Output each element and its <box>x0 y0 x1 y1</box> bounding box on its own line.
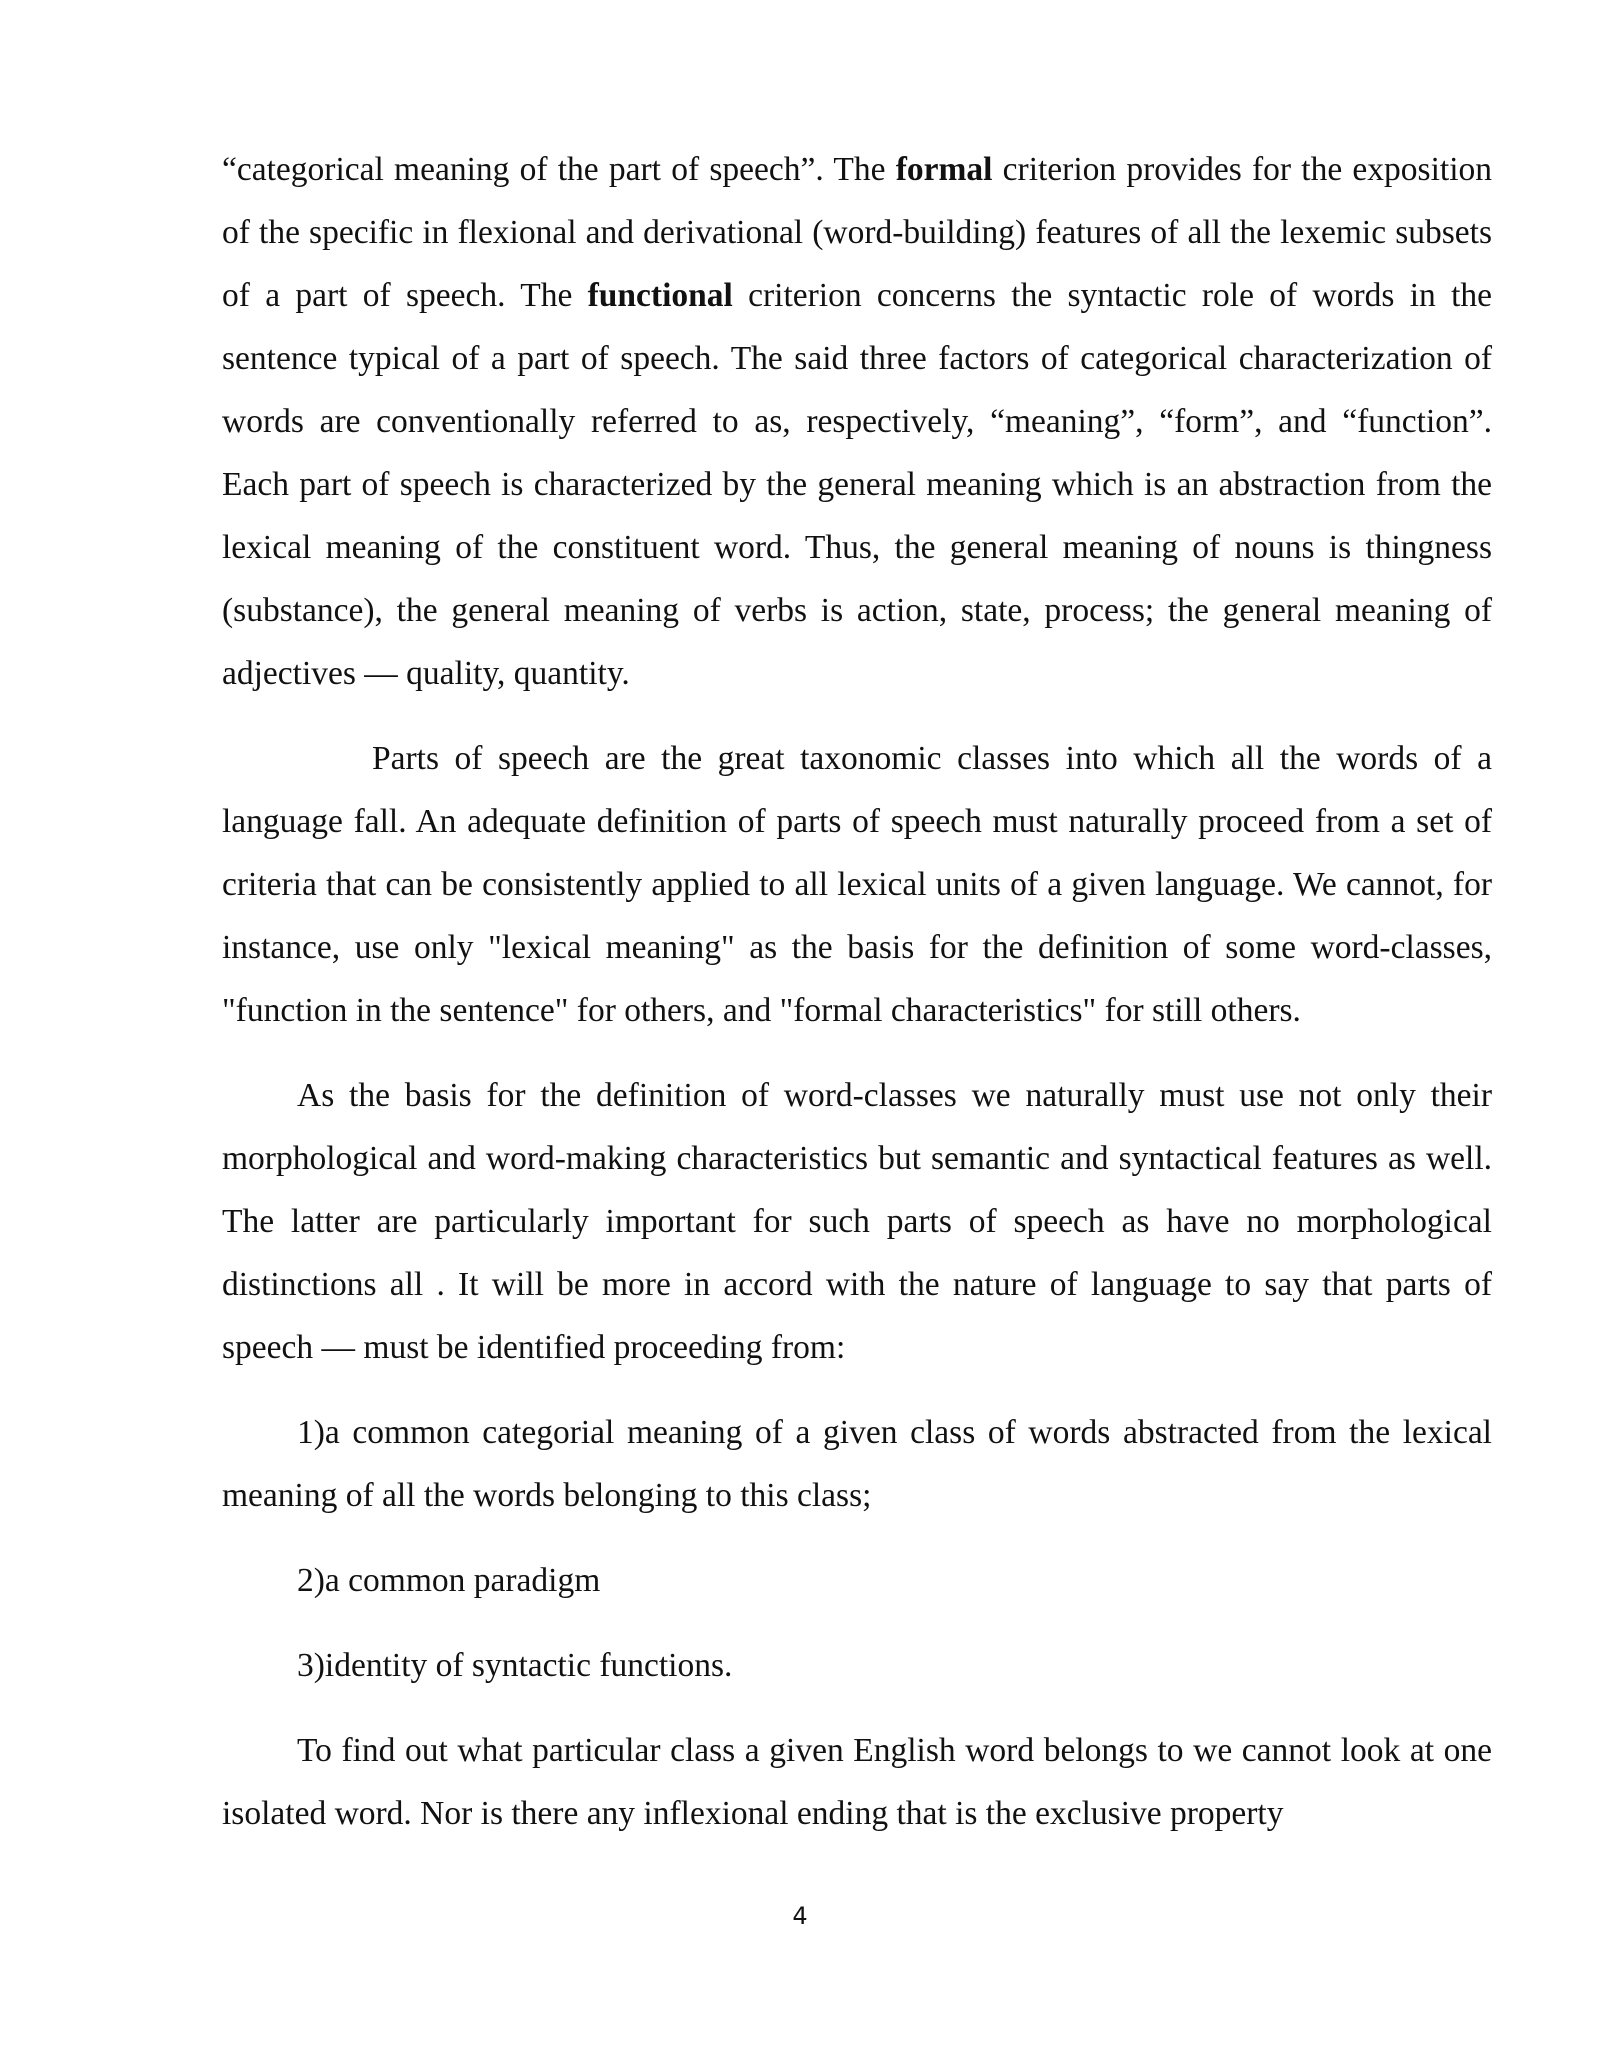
paragraph-4 <box>222 1719 1492 1845</box>
body-text <box>222 138 1492 1845</box>
paragraph-3 <box>222 1064 1492 1379</box>
list-item-3 <box>222 1634 1492 1697</box>
bold-term-functional: functional <box>587 277 733 314</box>
text-segment: To find out what particular class a given English word belongs to we cannot look at one isolated word. Nor is there any inflexional ending that is the exclusive property <box>222 1732 1492 1832</box>
page-number: 4 <box>792 1902 808 1930</box>
paragraph-2 <box>222 727 1492 1042</box>
text-segment: 3)identity of syntactic functions. <box>297 1647 733 1684</box>
text-segment: Parts of speech are the great taxonomic classes into which all the words of a language fall. An adequate definition of parts of speech must naturally proceed from a set of criteria that can be consistently applied to all lexical units of a given language. We cannot, for instance, use only "lexical meaning" as the basis for the definition of some word-classes, "function in the sentence" for others, and "formal characteristics" for still others. <box>222 740 1492 1029</box>
list-item-2 <box>222 1549 1492 1612</box>
bold-term-formal: formal <box>895 151 993 188</box>
text-segment: criterion provides for the exposition of the specific in flexional and derivational (word-building) features of all the lexemic subsets of a part of speech. The <box>222 151 1493 314</box>
text-segment: As the basis for the definition of word-classes we naturally must use not only their morphological and word-making characteristics but semantic and syntactical features as well. The latter are particularly important for such parts of speech as have no morphological distinctions all . It will be more in accord with the nature of language to say that parts of speech — must be identified proceeding from: <box>222 1077 1492 1366</box>
list-item-1 <box>222 1401 1492 1527</box>
text-segment: 2)a common paradigm <box>297 1562 601 1599</box>
text-segment: criterion concerns the syntactic role of words in the sentence typical of a part of speech. The said three factors of categorical characterization of words are conventionally referred to as, respectively, “meaning”, “form”, and “function”. Each part of speech is characterized by the general meaning which is an abstraction from the lexical meaning of the constituent word. Thus, the general meaning of nouns is thingness (substance), the general meaning of verbs is action, state, process; the general meaning of adjectives — quality, quantity. <box>222 277 1492 692</box>
paragraph-1 <box>222 138 1492 705</box>
text-segment: 1)a common categorial meaning of a given class of words abstracted from the lexical meaning of all the words belonging to this class; <box>222 1414 1492 1514</box>
text-segment: “categorical meaning of the part of speech”. The <box>222 151 896 188</box>
